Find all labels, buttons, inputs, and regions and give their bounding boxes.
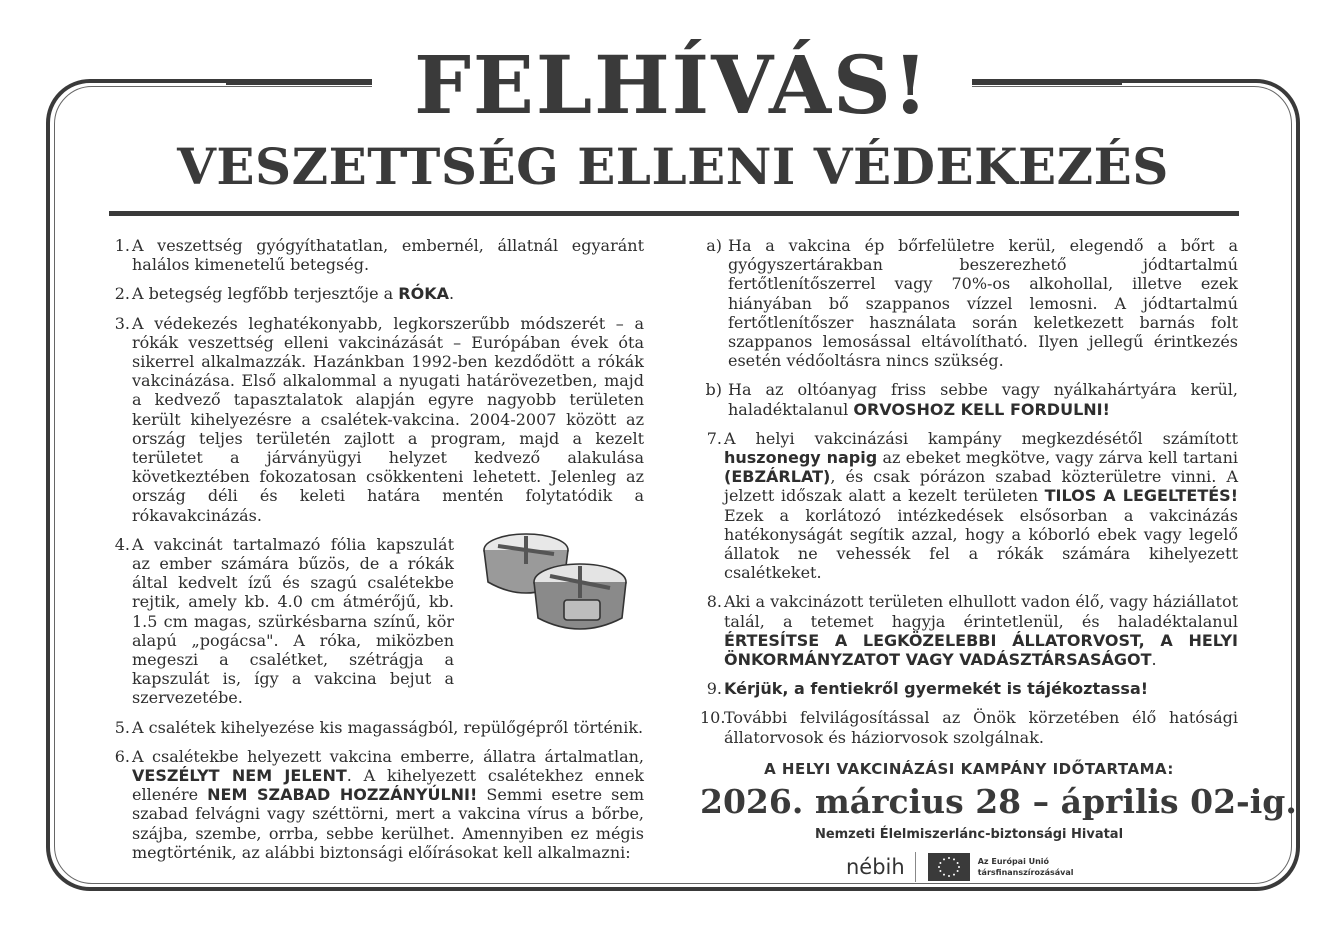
item-emphasis: ORVOSHOZ KELL FORDULNI! (853, 399, 1110, 419)
item-text: , és csak pórázon szabad közterületre vinni. A jelzett időszak alatt a kezelt területen (724, 467, 1238, 506)
item-number: 9. (706, 679, 722, 699)
item-text: A vakcinát tartalmazó fólia kapszulát az ember számára bűzös, de a rókák által kedvelt ízű és szagú csalétekbe rejtik, amely kb. 4.0 cm átmérőjű, kb. 1.5 cm magas, szürkésbarna színű, kör alapú „pogácsa". A róka, miközben megeszi a csalétket, szétrágja a kapszulát is, így a vakcina bejut a szervezetébe. (132, 534, 454, 708)
item-text: Ezek a korlátozó intézkedések elsősorban a vakcinázás hatékonyságát segítik azzal, hogy a kóborló ebek vagy legelő állatok ne vehessék fel a rókák számára kihelyezett csalétkeket. (724, 505, 1238, 583)
list-item-6b (700, 380, 1238, 418)
logo-divider (915, 852, 916, 882)
list-item-5 (108, 718, 644, 737)
item-text: A védekezés leghatékonyabb, legkorszerűbb módszerét – a rókák veszettség elleni vakcinázását – Európában évek óta sikerrel alkalmazzák. Hazánkban 1992-ben kezdődött a rókák vakcinázása. Első alkalommal a nyugati határövezetben, majd a kedvező tapasztalatok alapján egyre nagyobb területen került kihelyezésre a csalétek-vakcina. 2004-2007 között az ország teljes területén zajlott a program, majd a kezelt területet a járványügyi helyzet kedvező alakulása következtében fokozatosan csökkenteni lehetett. Jelenleg az ország déli és keleti határa mentén folytatódik a rókavakcinázás. (132, 313, 644, 525)
list-item-1 (108, 236, 644, 274)
header-rule (109, 211, 1239, 216)
right-column (700, 236, 1238, 757)
item-text: . (448, 284, 455, 304)
title-line-right (972, 81, 1122, 85)
title-line-left (226, 81, 372, 85)
eu-text-line: társfinanszírozásával (977, 868, 1074, 877)
page-title: FELHÍVÁS! (414, 38, 930, 132)
item-text: az ebeket megkötve, vagy zárva kell tartani (877, 448, 1238, 468)
item-number: 7. (706, 428, 722, 448)
list-item-2 (108, 284, 644, 303)
logo-strip (846, 850, 1074, 884)
eu-cofinancing-text (978, 856, 1074, 878)
item-number: 10. (700, 708, 726, 728)
item-text: . (1151, 650, 1157, 670)
list-item-3 (108, 314, 644, 525)
item-number: 6. (114, 746, 130, 766)
vaccine-bait-illustration (468, 520, 638, 640)
item-number: b) (705, 380, 722, 400)
item-text: További felvilágosítással az Önök körzetében élő hatósági állatorvosok és háziorvosok szolgálnak. (724, 708, 1238, 747)
eu-text-line: Az Európai Unió (977, 857, 1050, 866)
campaign-label: A HELYI VAKCINÁZÁSI KAMPÁNY IDŐTARTAMA: (764, 760, 1174, 778)
item-text: Semmi esetre sem szabad felvágni vagy széttörni, mert a vakcina vírus a bőrbe, szájba, szembe, orrba, sebbe kerülhet. Amennyiben ez mégis megtörténik, az alábbi biztonsági előírásokat kell alkalmazni: (132, 785, 644, 862)
item-number: 1. (114, 236, 130, 255)
agency-name: Nemzeti Élelmiszerlánc-biztonsági Hivatal (814, 827, 1124, 842)
item-emphasis: VESZÉLYT NEM JELENT (132, 766, 347, 786)
item-number: 2. (114, 284, 130, 304)
item-number: 4. (114, 534, 130, 554)
item-text: A csalétekbe helyezett vakcina emberre, állatra ártalmatlan, (132, 746, 644, 766)
item-emphasis: (EBZÁRLAT) (724, 467, 831, 487)
item-number: 5. (114, 717, 130, 737)
item-emphasis: RÓKA (398, 284, 449, 304)
nebih-logo: nébih (846, 855, 905, 879)
list-item-6 (108, 747, 644, 862)
item-number: a) (706, 236, 722, 255)
item-emphasis: NEM SZABAD HOZZÁNYÚLNI! (207, 785, 478, 805)
title-box (372, 40, 972, 130)
item-text: Aki a vakcinázott területen elhullott vadon élő, vagy háziállatot talál, a tetemet hagyja érintetlenül, és haladéktalanul (724, 592, 1238, 631)
item-text: Ha az oltóanyag friss sebbe vagy nyálkahártyára kerül, haladéktalanul (728, 380, 1238, 419)
item-text: A helyi vakcinázási kampány megkezdésétől számított (724, 428, 1238, 448)
item-emphasis: TILOS A LEGELTETÉS! (1044, 486, 1238, 506)
item-text: A betegség legfőbb terjesztője a (132, 284, 399, 304)
campaign-block (700, 760, 1297, 842)
list-item-8 (700, 592, 1238, 669)
item-text: . A kihelyezett csalétekhez ennek ellenére (132, 766, 644, 805)
item-text: A veszettség gyógyíthatatlan, embernél, állatnál egyaránt halálos kimenetelű betegség. (132, 236, 644, 275)
eu-flag-icon (928, 853, 970, 881)
list-item-7 (700, 429, 1238, 583)
item-number: 3. (114, 313, 130, 333)
item-emphasis: ÉRTESÍTSE A LEGKÖZELEBBI ÁLLATORVOST, A HELYI ÖNKORMÁNYZATOT VAGY VADÁSZTÁRSASÁGOT (724, 630, 1238, 670)
item-text: Ha a vakcina ép bőrfelületre kerül, elegendő a bőrt a gyógyszertárakban beszerezhető jódtartalmú fertőtlenítőszerrel vagy 70%-os alkohollal, illetve ezek hiányában bő szappanos vízzel lemosni. A jódtartalmú fertőtlenítőszer használata során keletkezett barnás folt szappanos lemosással eltávolítható. Ilyen jellegű érintkezés esetén védőoltásra nincs szükség. (728, 236, 1238, 371)
list-item-9 (700, 679, 1238, 698)
list-item-10 (700, 708, 1238, 746)
list-item-6a (700, 236, 1238, 370)
item-number: 8. (706, 592, 722, 612)
campaign-dates: 2026. március 28 – április 02-ig. (700, 782, 1297, 821)
item-emphasis: huszonegy napig (724, 448, 878, 468)
page-subtitle: VESZETTSÉG ELLENI VÉDEKEZÉS (177, 137, 1169, 196)
item-text: A csalétek kihelyezése kis magasságból, repülőgépről történik. (132, 717, 644, 737)
item-emphasis: Kérjük, a fentiekről gyermekét is tájékoztassa! (724, 679, 1149, 699)
